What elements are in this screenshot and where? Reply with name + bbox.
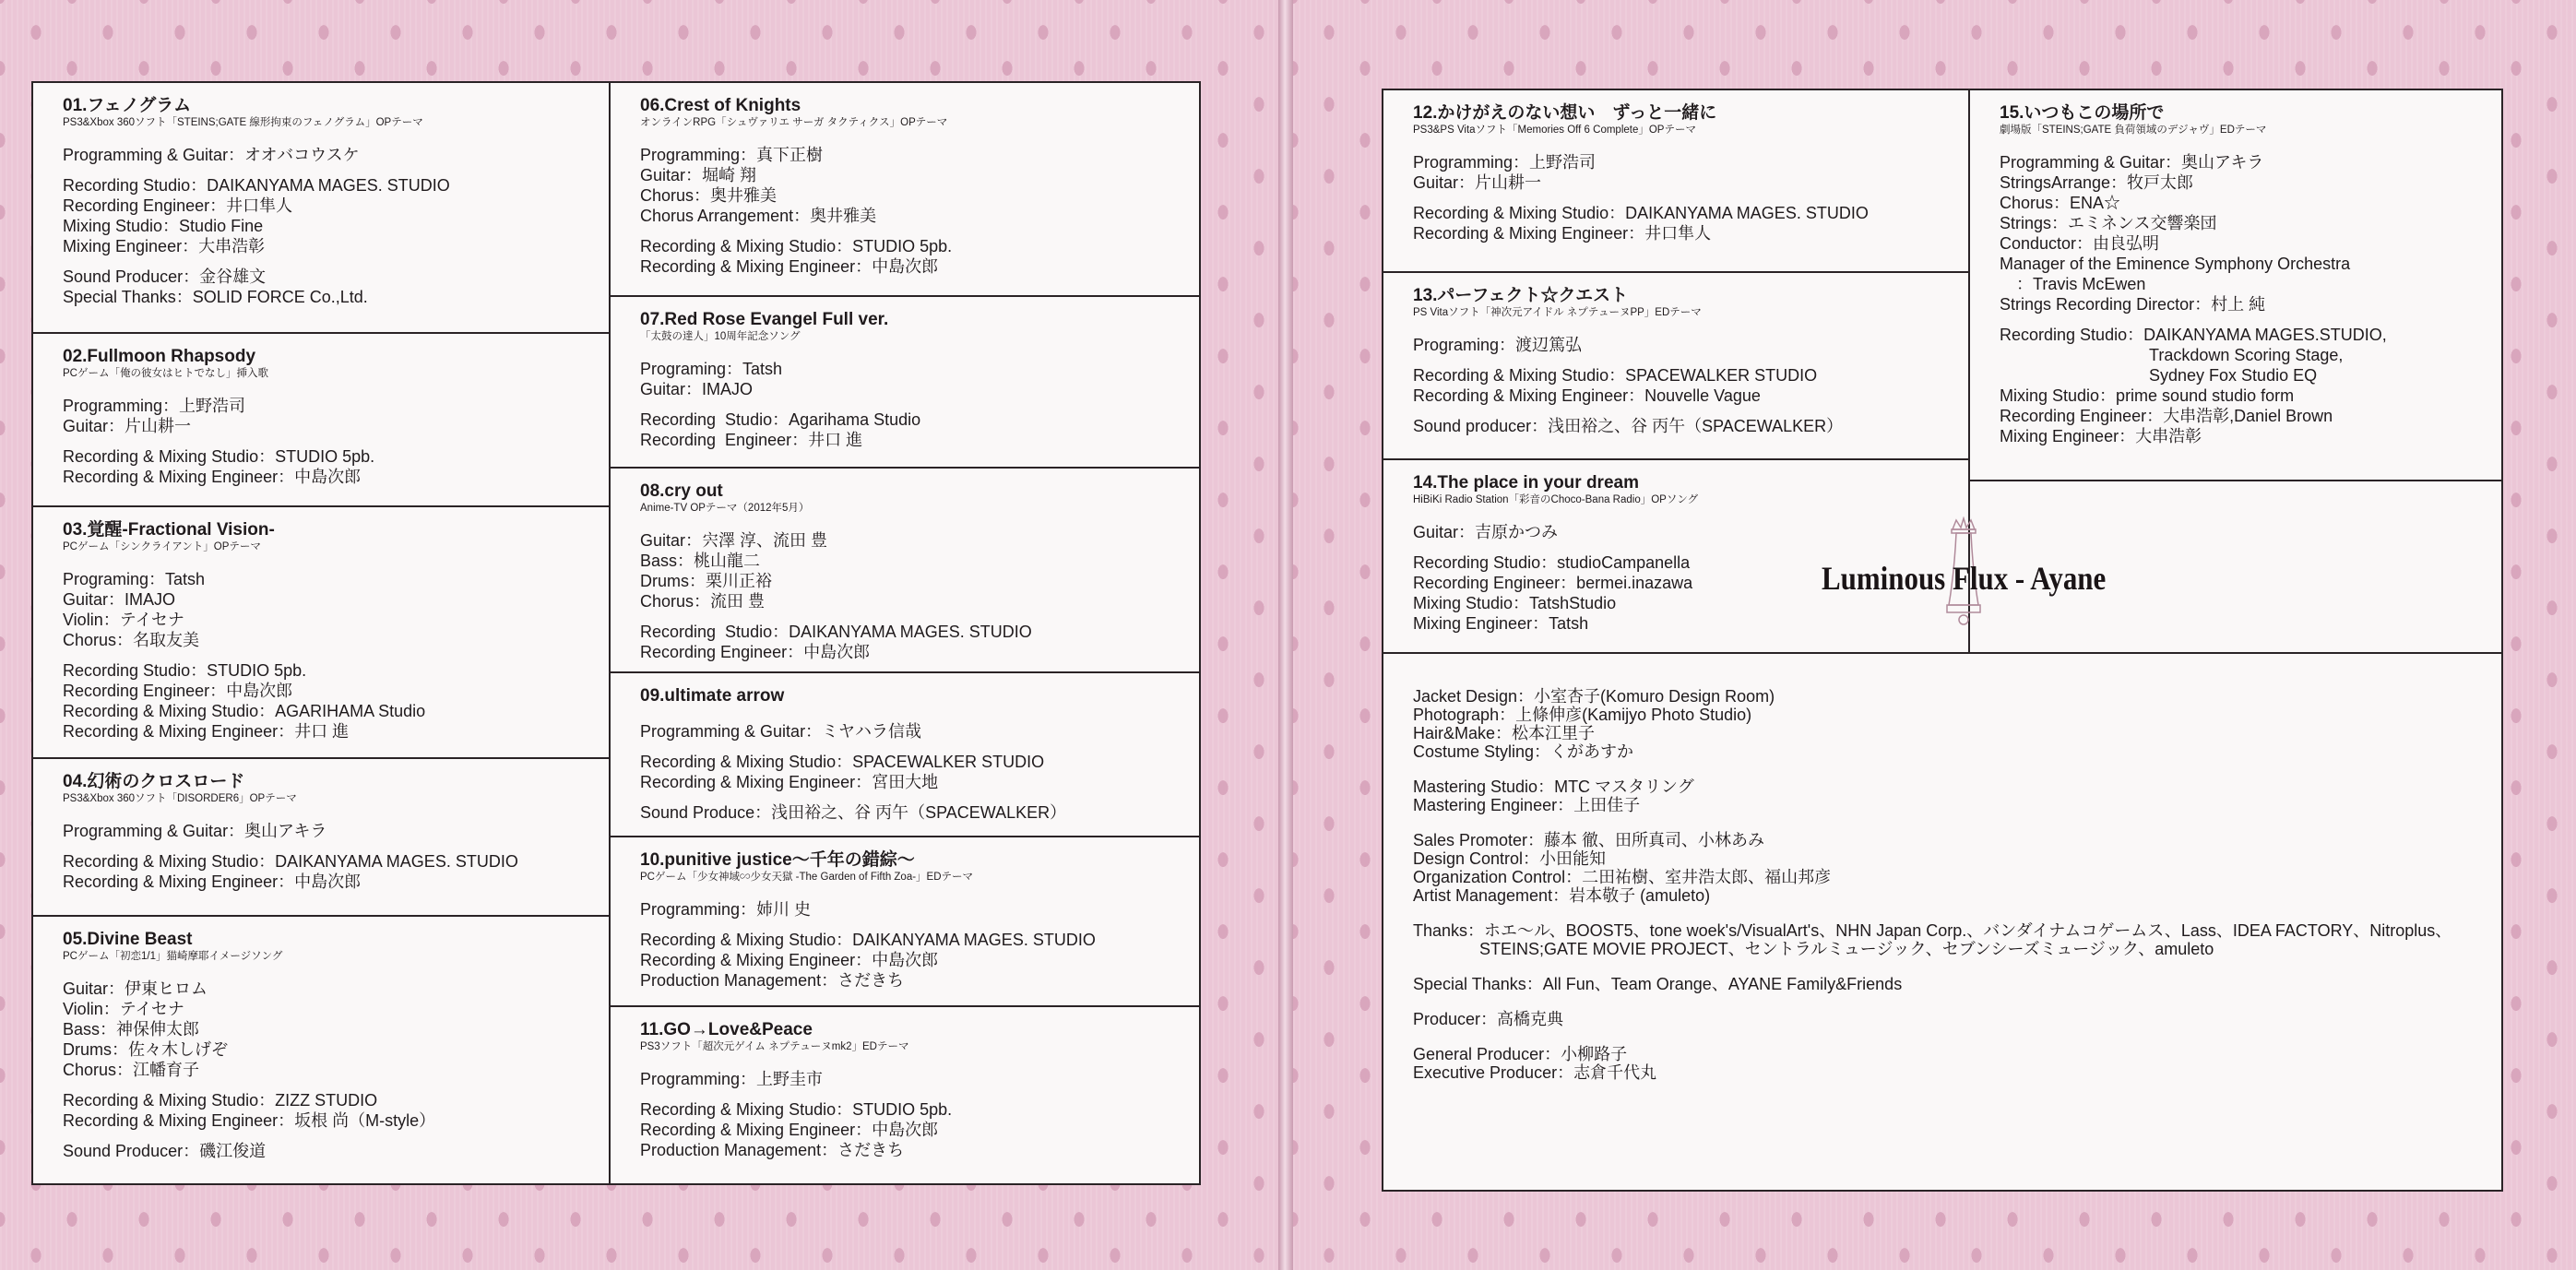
credit-line: ：Travis McEwen (2000, 275, 2146, 293)
track-tie-in: PCゲーム「シンクライアント」OPテーマ (63, 541, 261, 552)
credit-line: Recording & Mixing Engineer：Nouvelle Vague (1413, 386, 1761, 405)
credit-group (63, 821, 601, 841)
track-credit-09 (609, 671, 1199, 836)
credit-line: Guitar：IMAJO (63, 590, 176, 609)
credit-line: Recording Studio：Agarihama Studio (640, 410, 921, 429)
credit-group (63, 145, 601, 165)
credit-line: Recording Engineer：bermei.inazawa (1413, 574, 1693, 592)
credit-group (2000, 325, 2492, 446)
credit-line: Programming & Guitar：ミヤハラ信哉 (640, 722, 922, 741)
credit-group (640, 802, 1190, 823)
credit-line: Sound Producer：金谷雄文 (63, 267, 267, 286)
credit-line: Programming：上野圭市 (640, 1070, 824, 1088)
credit-line: Recording & Mixing Studio：STUDIO 5pb. (63, 447, 375, 466)
credit-group (1413, 921, 2483, 958)
track-title: 05.Divine Beast (63, 930, 193, 949)
credit-line: Chorus Arrangement：奥井雅美 (640, 207, 877, 225)
credit-line: Programing：渡辺篤弘 (1413, 336, 1583, 354)
credit-group (1413, 687, 2483, 761)
track-credit-10 (609, 836, 1199, 1005)
credit-line: Guitar：伊東ヒロム (63, 979, 208, 998)
track-title: 01.フェノグラム (63, 96, 192, 115)
track-title: 06.Crest of Knights (640, 96, 801, 115)
credit-line: Sydney Fox Studio EQ (2000, 366, 2318, 385)
credit-group (1413, 777, 2483, 814)
track-tie-in: PS3&PS Vitaソフト「Memories Off 6 Complete」OPテーマ (1413, 125, 1696, 136)
credit-line: Chorus：名取友美 (63, 631, 200, 649)
credit-group (63, 446, 601, 487)
track-tie-in: PCゲーム「初恋1/1」猫崎摩耶イメージソング (63, 951, 283, 962)
credit-line: Recording & Mixing Studio：DAIKANYAMA MAGES. STUDIO (63, 852, 518, 871)
credit-line: Sound Producer：磯江俊道 (63, 1142, 267, 1160)
credit-line: Mixing Studio：prime sound studio form (2000, 386, 2295, 405)
credit-line: Programming：真下正樹 (640, 146, 824, 164)
credit-group (63, 569, 601, 650)
track-credit-11 (609, 1005, 1199, 1183)
track-credit-05 (33, 915, 611, 1183)
credit-line: Recording Studio：studioCampanella (1413, 553, 1691, 572)
credit-group (63, 267, 601, 307)
track-title: 10.punitive justice～千年の錯綜～ (640, 850, 915, 870)
general-credits (1413, 687, 2483, 1098)
credit-line: Strings Recording Director：村上 純 (2000, 295, 2266, 314)
credit-line: Chorus：流田 豊 (640, 592, 766, 611)
credit-line: Violin：テイセナ (63, 1000, 184, 1018)
credit-line: Mixing Engineer：大串浩彰 (63, 237, 266, 255)
credit-line: Recording & Mixing Studio：ZIZZ STUDIO (63, 1091, 378, 1110)
credit-group (640, 622, 1190, 662)
track-tie-in: 劇場版「STEINS;GATE 負荷領域のデジャヴ」EDテーマ (2000, 125, 2267, 136)
credit-line: Recording & Mixing Engineer：中島次郎 (640, 257, 939, 276)
track-credit-12 (1383, 90, 1970, 271)
credit-line: Recording Studio：STUDIO 5pb. (63, 661, 307, 680)
logo-separator: - (2008, 560, 2031, 597)
credit-line: Programming：上野浩司 (1413, 153, 1597, 172)
credit-group (1413, 1045, 2483, 1082)
credit-line: STEINS;GATE MOVIE PROJECT、セントラルミュージック、セブンシーズミュージック、amuleto (1413, 940, 2214, 958)
track-title: 11.GO→Love&Peace (640, 1020, 813, 1039)
album-logo (1822, 516, 2107, 636)
credit-group (1413, 203, 1961, 243)
credit-line: Mixing Engineer：大串浩彰 (2000, 427, 2202, 445)
credit-group (640, 409, 1190, 450)
track-title: 03.覚醒-Fractional Vision- (63, 520, 275, 540)
album-title: Luminous Flux (1822, 560, 2009, 597)
credit-line: Recording & Mixing Studio：SPACEWALKER STUDIO (1413, 366, 1818, 385)
credit-line: Photograph：上條伸彦(Kamijyo Photo Studio) (1413, 706, 1752, 724)
credit-group (1413, 1010, 2483, 1028)
credit-line: Guitar：IMAJO (640, 380, 754, 398)
credit-line: Recording Engineer：中島次郎 (640, 643, 871, 661)
track-title: 12.かけがえのない想い ずっと一緒に (1413, 103, 1717, 123)
artist-name: Ayane (2030, 560, 2107, 597)
credit-group (640, 145, 1190, 226)
credit-line: Recording & Mixing Engineer：中島次郎 (63, 872, 362, 891)
credit-group (63, 851, 601, 892)
credit-line: Special Thanks：All Fun、Team Orange、AYANE Family&Friends (1413, 975, 1903, 993)
credit-group (640, 721, 1190, 742)
credit-group (1413, 335, 1961, 355)
track-title: 15.いつもこの場所で (2000, 103, 2165, 123)
credit-line: Organization Control：二田祐樹、室井浩太郎、福山邦彦 (1413, 868, 1832, 886)
credit-group (63, 1141, 601, 1161)
credit-line: Recording Engineer：大串浩彰,Daniel Brown (2000, 407, 2333, 425)
credit-line: Recording & Mixing Studio：SPACEWALKER STUDIO (640, 753, 1045, 771)
credit-line: Programming & Guitar：奥山アキラ (63, 822, 327, 840)
credit-group (63, 979, 601, 1080)
credit-line: Mastering Engineer：上田佳子 (1413, 796, 1641, 814)
credit-line: Production Management：さだきち (640, 971, 905, 990)
track-tie-in: PS3&Xbox 360ソフト「STEINS;GATE 線形拘束のフェノグラム」OPテーマ (63, 117, 423, 128)
credit-group (1413, 975, 2483, 993)
credit-group (640, 359, 1190, 399)
credit-line: Programming & Guitar：オオバコウスケ (63, 146, 360, 164)
track-tie-in: PCゲーム「少女神域∽少女天獄 -The Garden of Fifth Zoa-」EDテーマ (640, 872, 974, 883)
credit-line: Recording Engineer：井口隼人 (63, 196, 293, 215)
credit-line: Recording & Mixing Engineer：坂根 尚（M-style） (63, 1111, 436, 1130)
credit-line: Producer：高橋克典 (1413, 1010, 1564, 1028)
credit-line: Bass：桃山龍二 (640, 552, 761, 570)
credit-group (640, 899, 1190, 920)
credit-line: Special Thanks：SOLID FORCE Co.,Ltd. (63, 288, 368, 306)
track-tie-in: 「太鼓の達人」10周年記念ソング (640, 331, 801, 342)
credit-line: Guitar：堀崎 翔 (640, 166, 757, 184)
track-credit-07 (609, 295, 1199, 467)
credit-line: Executive Producer：志倉千代丸 (1413, 1063, 1657, 1082)
credit-line: Trackdown Scoring Stage, (2000, 346, 2344, 364)
credit-line: Guitar：片山耕一 (1413, 173, 1542, 192)
credit-line: Mixing Engineer：Tatsh (1413, 614, 1589, 633)
credit-line: Bass：神保伸太郎 (63, 1020, 200, 1039)
track-title: 08.cry out (640, 481, 723, 501)
credit-line: Recording & Mixing Engineer：中島次郎 (640, 951, 939, 969)
credit-group (63, 660, 601, 742)
credit-group (640, 930, 1190, 991)
credit-group (1413, 831, 2483, 905)
track-title: 04.幻術のクロスロード (63, 772, 245, 791)
credit-group (1413, 365, 1961, 406)
track-tie-in: PS Vitaソフト「神次元アイドル ネプテューヌPP」EDテーマ (1413, 307, 1702, 318)
credit-group (2000, 152, 2492, 315)
credit-line: Recording Studio：DAIKANYAMA MAGES.STUDIO, (2000, 326, 2387, 344)
track-tie-in: PS3&Xbox 360ソフト「DISORDER6」OPテーマ (63, 793, 297, 804)
credit-line: Programing：Tatsh (63, 570, 206, 588)
credit-line: Recording Engineer：井口 進 (640, 431, 863, 449)
track-title: 02.Fullmoon Rhapsody (63, 347, 256, 366)
credit-group (640, 1069, 1190, 1089)
credit-line: Recording Studio：DAIKANYAMA MAGES. STUDIO (63, 176, 450, 195)
track-tie-in: HiBiKi Radio Station「彩音のChoco-Bana Radio」OPソング (1413, 494, 1699, 505)
credit-group (640, 1099, 1190, 1160)
credit-line: Recording & Mixing Engineer：井口隼人 (1413, 224, 1712, 243)
credit-line: Programming：上野浩司 (63, 397, 246, 415)
album-logo-text (1822, 559, 2106, 598)
credit-line: Recording & Mixing Engineer：井口 進 (63, 722, 350, 741)
credit-line: Mastering Studio：MTC マスタリング (1413, 777, 1694, 796)
credit-line: Sound producer：浅田裕之、谷 丙午（SPACEWALKER） (1413, 417, 1844, 435)
credit-line: Chorus：江幡育子 (63, 1061, 200, 1079)
credit-group (1413, 416, 1961, 436)
track-credit-01 (33, 83, 611, 314)
credit-group (1413, 152, 1961, 193)
track-credit-06 (609, 83, 1199, 295)
credit-group (63, 396, 601, 436)
credit-line: Jacket Design：小室杏子(Komuro Design Room) (1413, 687, 1775, 706)
credit-line: General Producer：小柳路子 (1413, 1045, 1628, 1063)
credit-line: Programming：姉川 史 (640, 900, 812, 919)
credit-line: Programing：Tatsh (640, 360, 783, 378)
track-title: 13.パーフェクト☆クエスト (1413, 286, 1629, 305)
credit-line: Recording & Mixing Studio：AGARIHAMA Studio (63, 702, 426, 720)
track-title: 07.Red Rose Evangel Full ver. (640, 310, 889, 329)
track-credit-13 (1383, 271, 1970, 458)
credit-line: Sales Promoter：藤本 徹、田所真司、小林あみ (1413, 831, 1765, 849)
credit-line: Manager of the Eminence Symphony Orchestra (2000, 255, 2351, 273)
credit-line: Recording & Mixing Studio：DAIKANYAMA MAGES. STUDIO (640, 931, 1096, 949)
credit-line: StringsArrange：牧戸太郎 (2000, 173, 2194, 192)
credit-line: Recording Studio：DAIKANYAMA MAGES. STUDIO (640, 623, 1032, 641)
credit-line: Thanks：ホエ～ル、BOOST5、tone woek's/VisualArt's、NHN Japan Corp.、バンダイナムコゲームス、Lass、IDEA FACTORY、Nitroplus、 (1413, 921, 2452, 940)
track-tie-in: Anime-TV OPテーマ（2012年5月） (640, 503, 810, 514)
track-credit-04 (33, 757, 611, 915)
credit-line: Recording & Mixing Engineer：宮田大地 (640, 773, 939, 791)
track-tie-in: PCゲーム「俺の彼女はヒトでなし」挿入歌 (63, 368, 268, 379)
credit-line: Hair&Make：松本江里子 (1413, 724, 1596, 742)
credit-line: Drums：栗川正裕 (640, 572, 772, 590)
credit-group (640, 530, 1190, 611)
credit-line: Recording & Mixing Studio：DAIKANYAMA MAGES. STUDIO (1413, 204, 1869, 222)
credit-group (640, 236, 1190, 277)
booklet-spine (1278, 0, 1293, 1270)
track-title: 14.The place in your dream (1413, 473, 1639, 493)
credit-line: Violin：テイセナ (63, 611, 184, 629)
credit-line: Strings：エミネンス交響楽団 (2000, 214, 2217, 232)
credit-line: Design Control：小田能知 (1413, 849, 1607, 868)
credit-line: Recording & Mixing Engineer：中島次郎 (63, 468, 362, 486)
credit-line: Production Management：さだきち (640, 1141, 905, 1159)
track-credit-02 (33, 332, 611, 505)
track-credit-15 (1968, 90, 2501, 480)
track-tie-in: PS3ソフト「超次元ゲイム ネプテューヌmk2」EDテーマ (640, 1041, 909, 1052)
credit-line: Drums：佐々木しげぞ (63, 1040, 228, 1059)
credit-line: Chorus：奥井雅美 (640, 186, 778, 205)
credit-line: Guitar：片山耕一 (63, 417, 192, 435)
credit-line: Sound Produce：浅田裕之、谷 丙午（SPACEWALKER） (640, 803, 1067, 822)
credit-group (640, 752, 1190, 792)
credit-line: Mixing Studio：TatshStudio (1413, 594, 1617, 612)
track-credit-08 (609, 467, 1199, 671)
credit-line: Conductor：由良弘明 (2000, 234, 2160, 253)
credit-line: Recording & Mixing Engineer：中島次郎 (640, 1121, 939, 1139)
track-credit-03 (33, 505, 611, 757)
credit-line: Guitar：吉原かつみ (1413, 523, 1559, 541)
credit-line: Chorus：ENA☆ (2000, 194, 2121, 212)
credit-line: Recording & Mixing Studio：STUDIO 5pb. (640, 237, 953, 255)
credit-line: Programming & Guitar：奥山アキラ (2000, 153, 2264, 172)
credit-group (63, 175, 601, 256)
track-title: 09.ultimate arrow (640, 686, 785, 706)
track-tie-in: オンラインRPG「シュヴァリエ サーガ タクティクス」OPテーマ (640, 117, 948, 128)
credit-line: Recording Engineer：中島次郎 (63, 682, 293, 700)
credit-line: Recording & Mixing Studio：STUDIO 5pb. (640, 1100, 953, 1119)
credit-group (63, 1090, 601, 1131)
credit-line: Guitar：宍澤 淳、流田 豊 (640, 531, 828, 550)
credit-line: Mixing Studio：Studio Fine (63, 217, 264, 235)
credit-line: Artist Management：岩本敬子 (amuleto) (1413, 886, 1711, 905)
credit-line: Costume Styling：くがあすか (1413, 742, 1634, 761)
